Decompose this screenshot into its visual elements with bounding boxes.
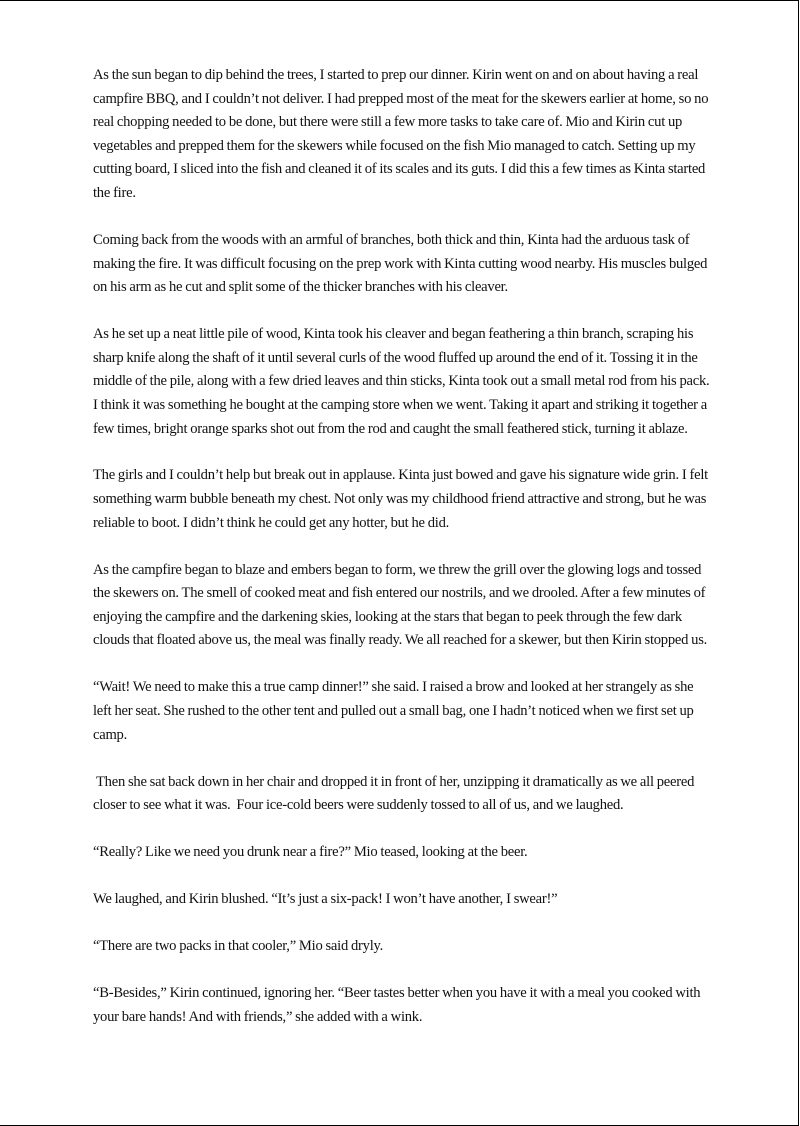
paragraph: As the sun began to dip behind the trees, I started to prep our dinner. Kirin went on and on about having a real campfire BBQ, and I couldn’t not deliver. I had prepped most of the meat for the skewers earlier at home, so no real chopping needed to be done, but there were still a few more tasks to take care of. Mio and Kirin cut up vegetables and prepped them for the skewers while focused on the fish Mio managed to catch. Setting up my cutting board, I sliced into the fish and cleaned it of its scales and its guts. I did this a few times as Kinta started the fire. bbox=[93, 67, 709, 201]
paragraph: The girls and I couldn’t help but break out in applause. Kinta just bowed and gave his signature wide grin. I felt something warm bubble beneath my chest. Not only was my childhood friend attractive and strong, but he was reliable to boot. I didn’t think he could get any hotter, but he did. bbox=[93, 467, 708, 531]
paragraph: Then she sat back down in her chair and dropped it in front of her, unzipping it dramatically as we all peered closer to see what it was. Four ice-cold beers were suddenly tossed to all of us, and we laughed. bbox=[93, 773, 698, 814]
paragraph: “Wait! We need to make this a true camp dinner!” she said. I raised a brow and looked at her strangely as she left her seat. She rushed to the other tent and pulled out a small bag, one I hadn’t noticed when we first set up camp. bbox=[93, 679, 694, 743]
paragraph: “B-Besides,” Kirin continued, ignoring her. “Beer tastes better when you have it with a meal you cooked with your bare hands! And with friends,” she added with a wink. bbox=[93, 985, 701, 1025]
story-text bbox=[93, 64, 713, 1053]
paragraph: “Really? Like we need you drunk near a fire?” Mio teased, looking at the beer. bbox=[93, 844, 528, 861]
paragraph: As he set up a neat little pile of wood, Kinta took his cleaver and began feathering a thin branch, scraping his sharp knife along the shaft of it until several curls of the wood fluffed up around the end of it. Tossing it in the middle of the pile, along with a few dried leaves and thin sticks, Kinta took out a small metal rod from his pack. I think it was something he bought at the camping store when we went. Taking it apart and striking it together a few times, bright orange sparks shot out from the rod and caught the small feathered stick, turning it ablaze. bbox=[93, 326, 710, 437]
paragraph: We laughed, and Kirin blushed. “It’s just a six-pack! I won’t have another, I swear!” bbox=[93, 891, 558, 908]
paragraph: Coming back from the woods with an armful of branches, both thick and thin, Kinta had the arduous task of making the fire. It was difficult focusing on the prep work with Kinta cutting wood nearby. His muscles bulged on his arm as he cut and split some of the thicker branches with his cleaver. bbox=[93, 231, 708, 296]
paragraph: “There are two packs in that cooler,” Mio said dryly. bbox=[93, 938, 384, 955]
paragraph: As the campfire began to blaze and embers began to form, we threw the grill over the glowing logs and tossed the skewers on. The smell of cooked meat and fish entered our nostrils, and we drooled. After a few minutes of enjoying the campfire and the darkening skies, looking at the stars that began to peek through the few dark clouds that floated above us, the meal was finally ready. We all reached for a skewer, but then Kirin stopped us. bbox=[93, 561, 708, 649]
